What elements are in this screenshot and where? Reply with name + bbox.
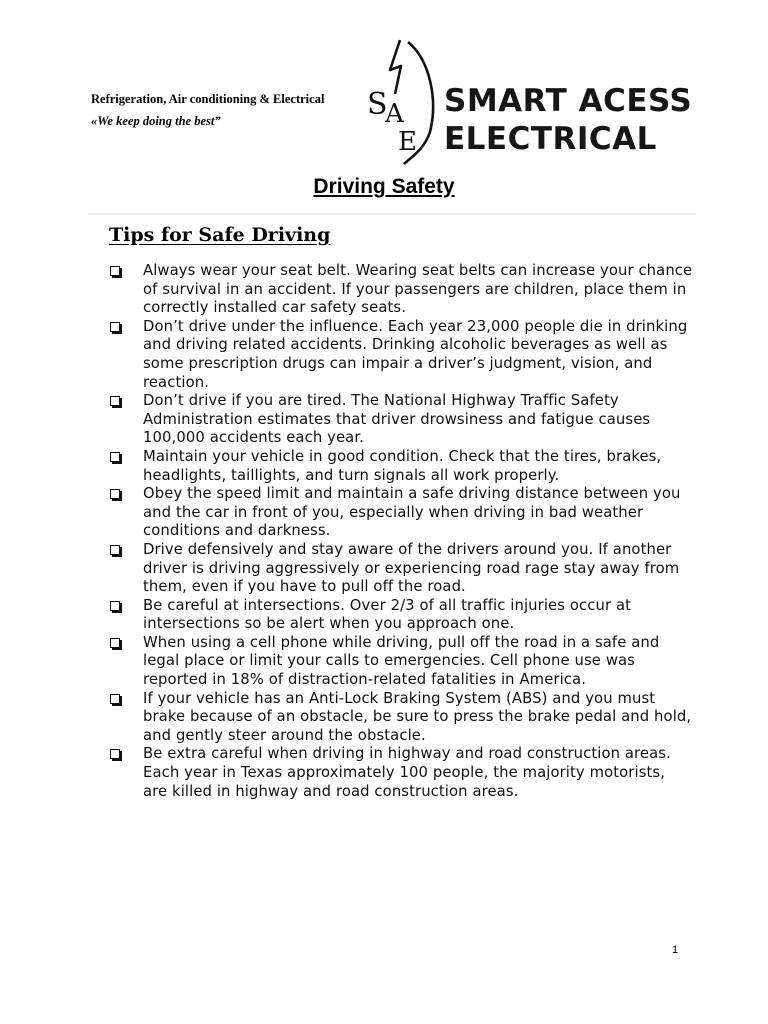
tip-text: Obey the speed limit and maintain a safe driving distance between you and the car in front of you, especially when driving in bad weather conditions and darkness. (143, 485, 681, 540)
tip-item (108, 392, 693, 448)
checkbox-bullet-icon (110, 601, 120, 611)
checkbox-bullet-icon (110, 545, 120, 555)
tip-item (108, 690, 693, 746)
tip-item (108, 597, 693, 634)
company-name-line1: SMART ACESS (444, 83, 693, 119)
tagline-services: Refrigeration, Air conditioning & Electrical (91, 92, 325, 106)
monogram-a: A (385, 99, 404, 129)
tip-text: Don’t drive under the influence. Each year 23,000 people die in drinking and driving related accidents. Drinking alcoholic beverages as well as some prescription drugs can impair a driver’s judgment, vision, and reaction. (143, 317, 688, 391)
tip-item (108, 262, 693, 318)
tip-item (108, 541, 693, 597)
tip-text: If your vehicle has an Anti-Lock Braking System (ABS) and you must brake because of an obstacle, be sure to press the brake pedal and hold, and gently steer around the obstacle. (143, 689, 692, 744)
tip-text: Always wear your seat belt. Wearing seat belts can increase your chance of survival in an accident. If your passengers are children, place them in correctly installed car safety seats. (143, 262, 693, 317)
checkbox-bullet-icon (110, 749, 120, 759)
tagline-motto: «We keep doing the best” (91, 113, 221, 128)
tip-item (108, 485, 693, 541)
checkbox-bullet-icon (110, 266, 120, 276)
monogram-e: E (398, 127, 417, 157)
page-number: 1 (672, 944, 679, 956)
tip-item (108, 634, 693, 690)
tip-text: When using a cell phone while driving, pull off the road in a safe and legal place or limit your calls to emergencies. Cell phone use was reported in 18% of distraction-related fatalities in America. (143, 633, 660, 689)
company-name-line2: ELECTRICAL (444, 121, 657, 157)
tips-list (108, 262, 693, 801)
tip-text: Don’t drive if you are tired. The National Highway Traffic Safety Administration estimates that driver drowsiness and fatigue causes 100,000 accidents each year. (143, 392, 651, 447)
tip-text: Be extra careful when driving in highway and road construction areas. Each year in Texas approximately 100 people, the majority motorists, are killed in highway and road construction areas. (143, 745, 671, 800)
company-tagline (91, 93, 361, 127)
tip-item (108, 745, 693, 801)
tip-text: Be careful at intersections. Over 2/3 of all traffic injuries occur at intersections so be alert when you approach one. (143, 596, 632, 633)
checkbox-bullet-icon (110, 396, 120, 406)
lightning-bolt-icon (390, 40, 401, 94)
checkbox-bullet-icon (110, 452, 120, 462)
monogram-s: S (367, 87, 388, 122)
tip-text: Maintain your vehicle in good condition. Check that the tires, brakes, headlights, taillights, and turn signals all work properly. (143, 447, 662, 484)
section-title: Tips for Safe Driving (109, 224, 331, 246)
company-logo (364, 38, 694, 168)
checkbox-bullet-icon (110, 694, 120, 704)
company-name (444, 82, 692, 158)
tip-item (108, 448, 693, 485)
checkbox-bullet-icon (110, 322, 120, 332)
sae-monogram (364, 38, 454, 168)
tip-text: Drive defensively and stay aware of the drivers around you. If another driver is driving aggressively or experiencing road rage stay away from them, even if you have to pull off the road. (143, 540, 680, 596)
tip-item (108, 318, 693, 392)
title-divider (88, 213, 696, 215)
checkbox-bullet-icon (110, 489, 120, 499)
document-title: Driving Safety (313, 175, 455, 198)
checkbox-bullet-icon (110, 638, 120, 648)
